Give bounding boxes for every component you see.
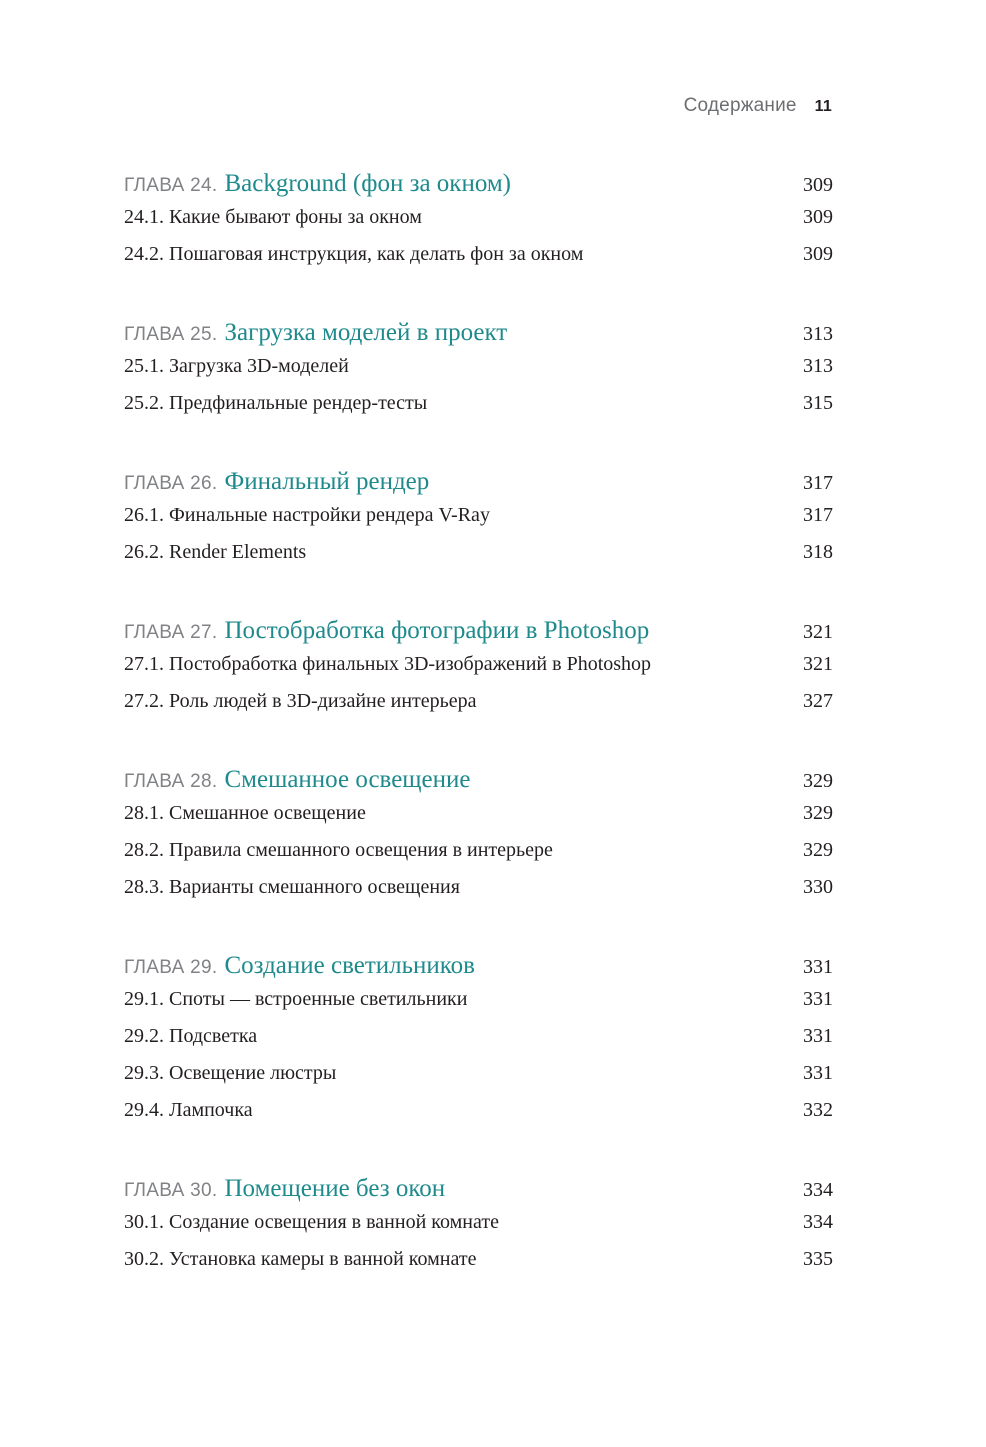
section-title: 28.3. Варианты смешанного освещения [124, 876, 460, 898]
section-title: 28.1. Смешанное освещение [124, 802, 366, 824]
section-page-number: 332 [803, 1099, 833, 1121]
section-page-number: 317 [803, 504, 833, 526]
toc-chapter [124, 952, 833, 1136]
table-of-contents [124, 170, 833, 1324]
section-page-number: 313 [803, 355, 833, 377]
section-entry[interactable] [124, 541, 833, 578]
chapter-label: ГЛАВА 24. [124, 175, 218, 196]
chapter-heading-text [124, 319, 507, 347]
chapter-heading[interactable] [124, 617, 833, 653]
chapter-title: Создание светильников [224, 952, 475, 979]
chapter-heading-text [124, 1175, 445, 1203]
section-entry[interactable] [124, 988, 833, 1025]
section-title: 29.2. Подсветка [124, 1025, 258, 1047]
page-number: 11 [814, 98, 832, 115]
toc-chapter [124, 617, 833, 727]
section-entry[interactable] [124, 1211, 833, 1248]
chapter-page-number: 309 [803, 174, 833, 196]
chapter-heading-text [124, 170, 511, 198]
toc-chapter [124, 319, 833, 429]
section-page-number: 315 [803, 392, 833, 414]
section-page-number: 330 [803, 876, 833, 898]
chapter-heading[interactable] [124, 319, 833, 355]
toc-chapter [124, 170, 833, 280]
section-title: 30.1. Создание освещения в ванной комнате [124, 1211, 499, 1233]
chapter-heading[interactable] [124, 766, 833, 802]
section-page-number: 331 [803, 1025, 833, 1047]
section-entry[interactable] [124, 1099, 833, 1136]
section-page-number: 309 [803, 206, 833, 228]
section-entry[interactable] [124, 802, 833, 839]
chapter-page-number: 313 [803, 323, 833, 345]
section-entry[interactable] [124, 243, 833, 280]
section-entry[interactable] [124, 690, 833, 727]
section-title: 27.2. Роль людей в 3D-дизайне интерьера [124, 690, 477, 712]
toc-chapter [124, 468, 833, 578]
section-title: 29.1. Споты — встроенные светильники [124, 988, 468, 1010]
section-entry[interactable] [124, 504, 833, 541]
chapter-title: Финальный рендер [224, 468, 430, 495]
chapter-heading-text [124, 617, 649, 645]
section-title: 29.3. Освещение люстры [124, 1062, 337, 1084]
section-title: 26.1. Финальные настройки рендера V-Ray [124, 504, 490, 526]
section-entry[interactable] [124, 392, 833, 429]
section-title: 29.4. Лампочка [124, 1099, 253, 1121]
section-title: 24.2. Пошаговая инструкция, как делать фон за окном [124, 243, 584, 265]
section-page-number: 329 [803, 802, 833, 824]
toc-chapter [124, 766, 833, 913]
section-page-number: 309 [803, 243, 833, 265]
chapter-page-number: 329 [803, 770, 833, 792]
section-page-number: 331 [803, 988, 833, 1010]
section-title: 25.1. Загрузка 3D-моделей [124, 355, 349, 377]
chapter-page-number: 331 [803, 956, 833, 978]
chapter-heading-text [124, 766, 471, 794]
section-page-number: 331 [803, 1062, 833, 1084]
chapter-label: ГЛАВА 27. [124, 622, 218, 643]
chapter-heading[interactable] [124, 170, 833, 206]
section-page-number: 335 [803, 1248, 833, 1270]
chapter-heading-text [124, 468, 429, 496]
section-title: 26.2. Render Elements [124, 541, 307, 563]
toc-chapter [124, 1175, 833, 1285]
section-page-number: 318 [803, 541, 833, 563]
section-page-number: 327 [803, 690, 833, 712]
section-entry[interactable] [124, 876, 833, 913]
running-head [684, 95, 832, 117]
chapter-title: Background (фон за окном) [224, 170, 511, 197]
section-entry[interactable] [124, 1062, 833, 1099]
chapter-title: Помещение без окон [224, 1175, 446, 1202]
chapter-title: Постобработка фотографии в Photoshop [224, 617, 650, 644]
section-entry[interactable] [124, 653, 833, 690]
section-title: 30.2. Установка камеры в ванной комнате [124, 1248, 477, 1270]
section-title: 28.2. Правила смешанного освещения в интерьере [124, 839, 553, 861]
chapter-title: Загрузка моделей в проект [224, 319, 508, 346]
section-entry[interactable] [124, 839, 833, 876]
chapter-label: ГЛАВА 25. [124, 324, 218, 345]
section-page-number: 321 [803, 653, 833, 675]
section-page-number: 329 [803, 839, 833, 861]
chapter-page-number: 321 [803, 621, 833, 643]
chapter-page-number: 317 [803, 472, 833, 494]
section-title: 27.1. Постобработка финальных 3D-изображений в Photoshop [124, 653, 652, 675]
section-title: 24.1. Какие бывают фоны за окном [124, 206, 422, 228]
section-page-number: 334 [803, 1211, 833, 1233]
chapter-heading-text [124, 952, 475, 980]
chapter-heading[interactable] [124, 952, 833, 988]
section-title: 25.2. Предфинальные рендер-тесты [124, 392, 428, 414]
chapter-label: ГЛАВА 26. [124, 473, 218, 494]
chapter-title: Смешанное освещение [224, 766, 471, 793]
chapter-heading[interactable] [124, 468, 833, 504]
section-entry[interactable] [124, 355, 833, 392]
chapter-label: ГЛАВА 29. [124, 957, 218, 978]
chapter-heading[interactable] [124, 1175, 833, 1211]
section-entry[interactable] [124, 206, 833, 243]
section-entry[interactable] [124, 1025, 833, 1062]
chapter-page-number: 334 [803, 1179, 833, 1201]
chapter-label: ГЛАВА 30. [124, 1180, 218, 1201]
running-head-title: Содержание [683, 95, 797, 116]
chapter-label: ГЛАВА 28. [124, 771, 218, 792]
section-entry[interactable] [124, 1248, 833, 1285]
